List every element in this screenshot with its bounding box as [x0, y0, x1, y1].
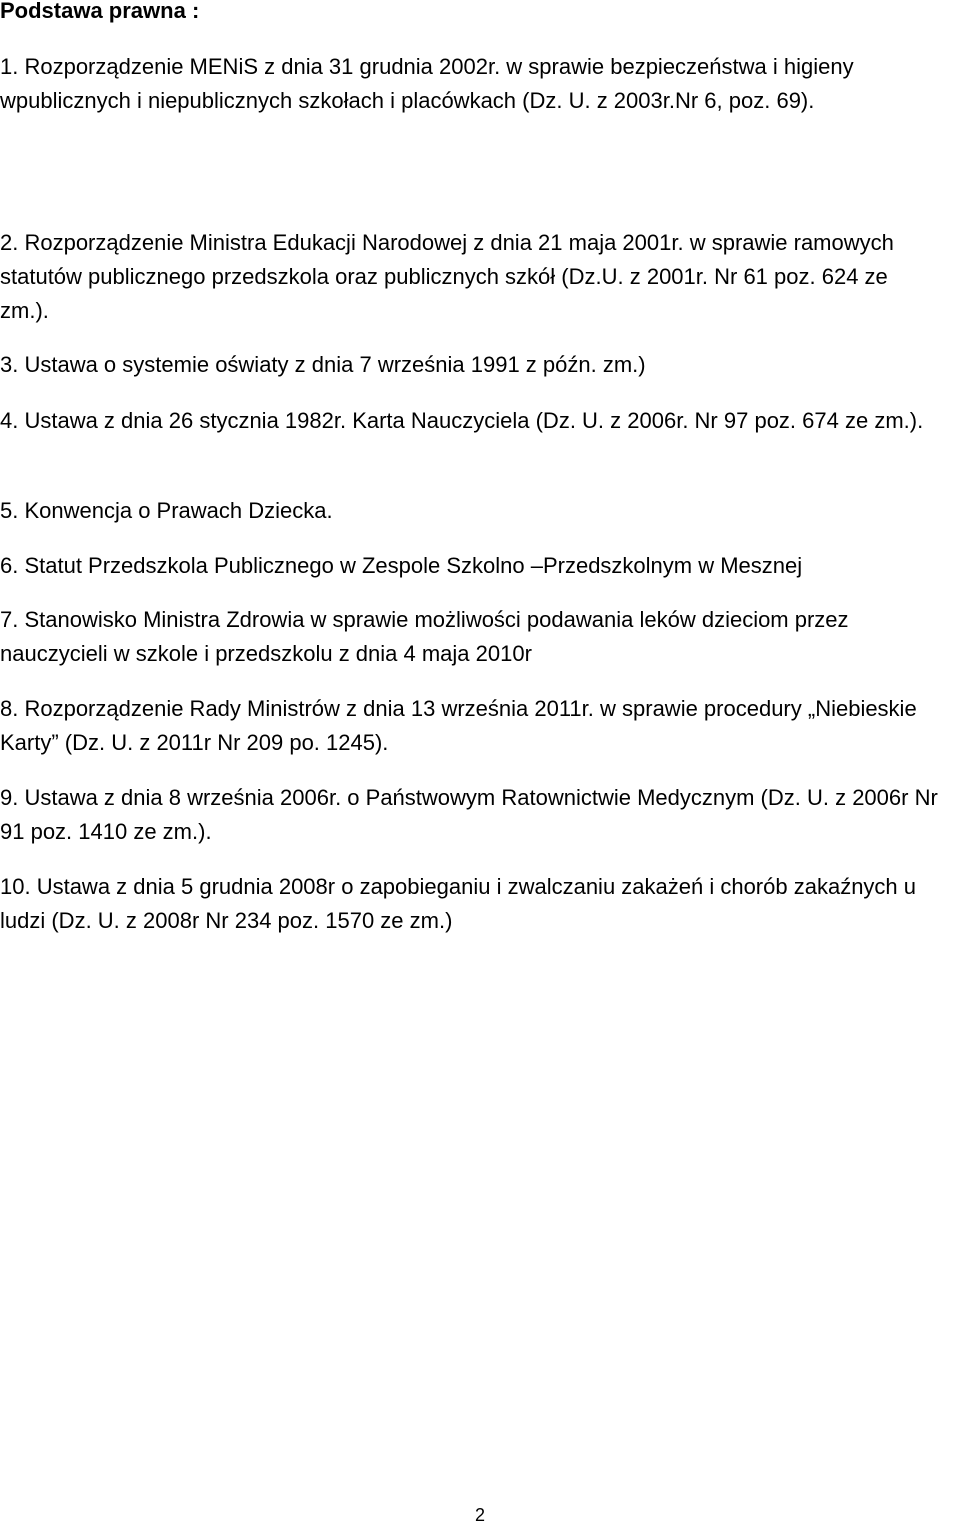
legal-basis-item: 5. Konwencja o Prawach Dziecka.: [0, 498, 333, 523]
legal-basis-item: 10. Ustawa z dnia 5 grudnia 2008r o zapobieganiu i zwalczaniu zakażeń i chorób zakaźnych u ludzi (Dz. U. z 2008r Nr 234 poz. 1570 ze zm.): [0, 874, 917, 933]
legal-basis-item: 9. Ustawa z dnia 8 września 2006r. o Państwowym Ratownictwie Medycznym (Dz. U. z 2006r Nr 91 poz. 1410 ze zm.).: [0, 785, 938, 844]
legal-basis-item: 8. Rozporządzenie Rady Ministrów z dnia 13 września 2011r. w sprawie procedury „Niebieskie Karty” (Dz. U. z 2011r Nr 209 po. 1245).: [0, 696, 917, 755]
legal-basis-item: 4. Ustawa z dnia 26 stycznia 1982r. Karta Nauczyciela (Dz. U. z 2006r. Nr 97 poz. 674 ze zm.).: [0, 408, 924, 433]
legal-basis-item: 3. Ustawa o systemie oświaty z dnia 7 września 1991 z późn. zm.): [0, 352, 646, 377]
page-number: 2: [474, 1505, 485, 1525]
page-title: Podstawa prawna :: [0, 0, 200, 23]
legal-basis-item: 2. Rozporządzenie Ministra Edukacji Narodowej z dnia 21 maja 2001r. w sprawie ramowych statutów publicznego przedszkola oraz publicznych szkół (Dz.U. z 2001r. Nr 61 poz. 624 ze zm.).: [0, 230, 894, 323]
legal-basis-item: 7. Stanowisko Ministra Zdrowia w sprawie możliwości podawania leków dzieciom przez nauczycieli w szkole i przedszkolu z dnia 4 maja 2010r: [0, 607, 849, 666]
legal-basis-item: 6. Statut Przedszkola Publicznego w Zespole Szkolno –Przedszkolnym w Mesznej: [0, 553, 803, 578]
legal-basis-item: 1. Rozporządzenie MENiS z dnia 31 grudnia 2002r. w sprawie bezpieczeństwa i higieny wpublicznych i niepublicznych szkołach i placówkach (Dz. U. z 2003r.Nr 6, poz. 69).: [0, 54, 854, 113]
